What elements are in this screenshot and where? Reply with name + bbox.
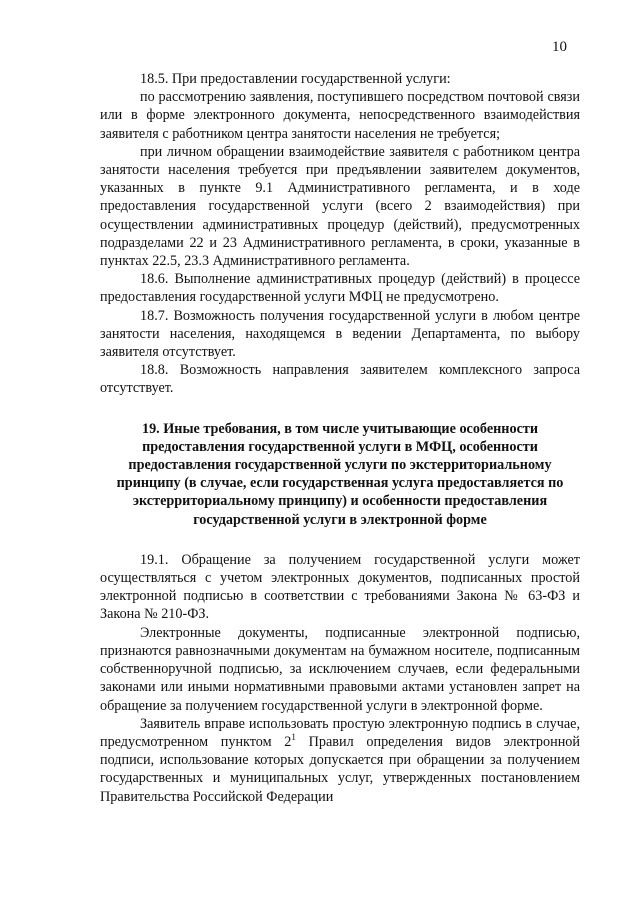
paragraph-18-5-a: по рассмотрению заявления, поступившего посредством почтовой связи или в форме электронного документа, непосредственного взаимодействия заявителя с работником центра занятости населения не требуется;: [100, 89, 580, 142]
page-number: 10: [552, 39, 567, 55]
paragraph-18-6: 18.6. Выполнение административных процедур (действий) в процессе предоставления государственной услуги МФЦ не предусмотрено.: [100, 271, 580, 306]
paragraph-18-5-b: при личном обращении взаимодействие заявителя с работником центра занятости населения требуется при предъявлении заявителем документов, указанных в пункте 9.1 Административного регламента, и в ходе предоставления государственной услуги (всего 2 взаимодействия) при осуществлении административных процедур (действий), предусмотренных подразделами 22 и 23 Административного регламента, в сроки, указанные в пунктах 22.5, 23.3 Административного регламента.: [100, 143, 580, 270]
section-heading-19: 19. Иные требования, в том числе учитывающие особенности предоставления государственной услуги в МФЦ, особенности предоставления государственной услуги по экстерриториальному принципу (в случае, если государственная услуга предоставляется по экстерриториальному принципу) и особенности предоставления государственной услуги в электронной форме: [116, 420, 564, 528]
paragraph-19-1-c: [100, 715, 580, 806]
superscript-marker: 1: [291, 731, 296, 742]
paragraph-19-1-c-end: Правил определения видов электронной подписи, использование которых допускается при обращении за получением государственных и муниципальных услуг, утвержденных постановлением Правительства Российской Федерации: [100, 733, 580, 805]
paragraph-18-8: 18.8. Возможность направления заявителем комплексного запроса отсутствует.: [100, 362, 580, 397]
paragraph-18-7: 18.7. Возможность получения государственной услуги в любом центре занятости населения, находящемся в ведении Департамента, по выбору заявителя отсутствует.: [100, 307, 580, 361]
document-body: [100, 70, 580, 806]
paragraph-19-1-c-start: Заявитель вправе использовать простую электронную подпись в случае, предусмотренном пунктом 2: [100, 715, 580, 750]
paragraph-19-1-b: Электронные документы, подписанные электронной подписью, признаются равнозначными документам на бумажном носителе, подписанным собственноручной подписью, за исключением случаев, если федеральными законами или иными нормативными правовыми актами установлен запрет на обращение за получением государственной услуги в электронной форме.: [100, 624, 580, 714]
paragraph-19-1: 19.1. Обращение за получением государственной услуги может осуществляться с учетом электронных документов, подписанных простой электронной подписью в соответствии с требованиями Закона № 63-ФЗ и Закона № 210-ФЗ.: [100, 551, 580, 623]
paragraph-18-5: 18.5. При предоставлении государственной услуги:: [140, 71, 451, 87]
